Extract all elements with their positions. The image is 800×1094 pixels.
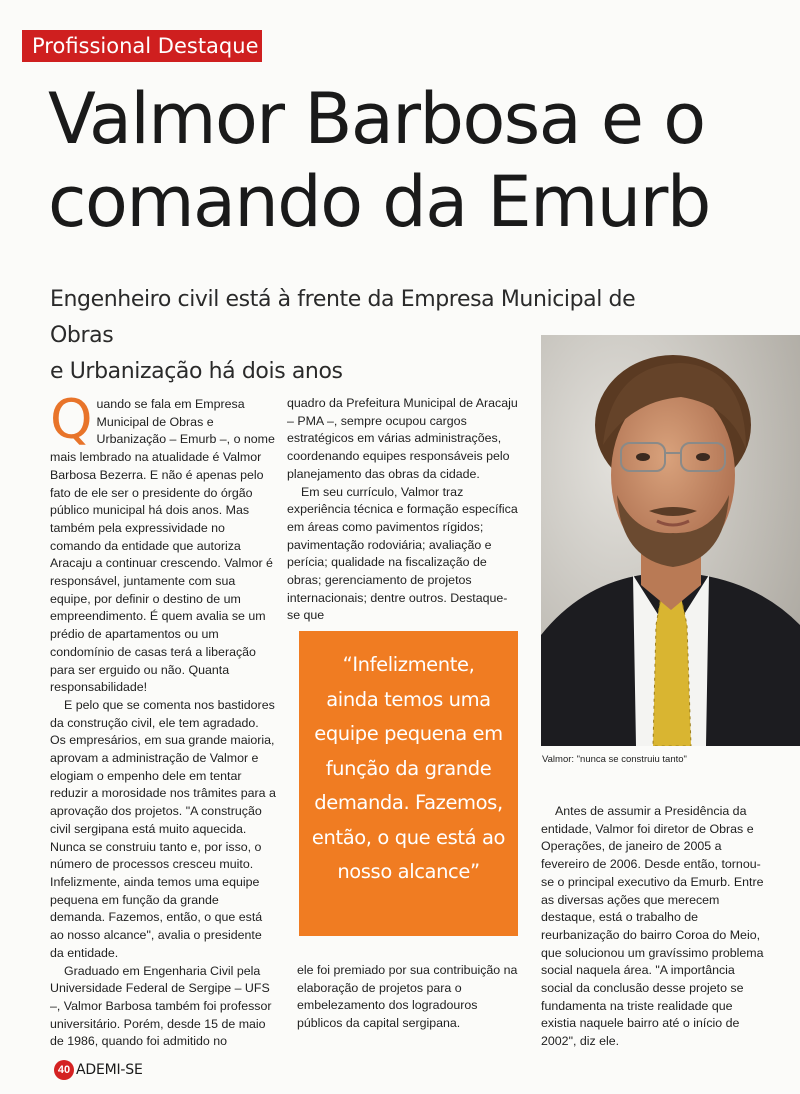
pull-quote-line: ainda temos uma	[326, 687, 491, 711]
paragraph: ele foi premiado por sua contribuição na elaboração de projetos para o embelezamento dos logradouros públicos da capital sergipana.	[297, 963, 518, 1031]
pull-quote	[299, 631, 518, 936]
paragraph: quadro da Prefeitura Municipal de Aracaju – PMA –, sempre ocupou cargos estratégicos em várias administrações, coordenando equipes responsáveis pelo planejamento das obras da cidade.	[287, 396, 518, 481]
pull-quote-line: então, o que está ao	[311, 825, 506, 849]
paragraph: Antes de assumir a Presidência da entidade, Valmor foi diretor de Obras e Operações, de janeiro de 2005 a fevereiro de 2006. Desde então, tornou-se o principal executivo da Emurb. Entre as diversas ações que merecem destaque, está o trabalho de reurbanização do bairro Coroa do Meio, que solucionou um gravíssimo problema social naquela área. "A importância social da conclusão desse projeto se fundamenta na triste realidade que existia naquele bairro até o início de 2002", diz ele.	[541, 804, 764, 1049]
paragraph: Em seu currículo, Valmor traz experiência técnica e formação específica em áreas como pavimentos rígidos; pavimentação rodoviária; avaliação e perícia; qualidade na fiscalização de obras; gerenciamento de projetos internacionais; dentre outros. Destaque-se que	[287, 484, 518, 623]
pull-quote-line: “Infelizmente,	[342, 653, 475, 676]
paragraph: Graduado em Engenharia Civil pela Universidade Federal de Sergipe – UFS –, Valmor Barbosa também foi professor universitário. Porém, desde 15 de maio de 1986, quando foi admitido no	[50, 963, 272, 1049]
pull-quote-line: equipe pequena em	[314, 722, 503, 745]
photo-caption: Valmor: "nunca se construiu tanto"	[542, 754, 687, 765]
drop-cap: Q	[50, 388, 93, 451]
paragraph-text: uando se fala em Empresa Municipal de Obras e Urbanização – Emurb –, o nome mais lembrado na atualidade é Valmor Barbosa Bezerra. E não é apenas pelo fato de ele ser o presidente do órgão público municipal há dois anos. Mas também pela expressividade no comando da entidade que autoriza Aracaju a continuar crescendo. Valmor é responsável, juntamente com sua equipe, por definir o destino de um empreendimento. É quem avalia se um prédio de apartamentos ou um condomínio de casas terá a liberação para ser erguido ou não. Quanta responsabilidade!	[50, 397, 275, 695]
subtitle-line: Engenheiro civil está à frente da Empresa Municipal de Obras	[50, 287, 636, 348]
pull-quote-line: função da grande	[325, 756, 492, 780]
section-label: Profissional Destaque	[22, 30, 262, 62]
text-column-2-continuation	[297, 962, 521, 1033]
text-column-3	[541, 803, 765, 1051]
title-line: Valmor Barbosa e o	[48, 78, 705, 160]
subtitle-line: e Urbanização há dois anos	[50, 359, 343, 384]
text-column-1	[50, 388, 276, 1051]
portrait-illustration	[541, 335, 800, 746]
page-number: 40	[54, 1060, 74, 1080]
title-line: comando da Emurb	[48, 161, 710, 243]
pull-quote-line: nosso alcance”	[337, 860, 480, 883]
paragraph: E pelo que se comenta nos bastidores da construção civil, ele tem agradado. Os empresários, em sua grande maioria, aprovam a administração de Valmor e elogiam o empenho dele em tentar reduzir a morosidade nos trâmites para a aprovação dos projetos. "A construção civil sergipana está muito aquecida. Nunca se construiu tanto e, por isso, o número de processos cresceu muito. Infelizmente, ainda temos uma equipe pequena em função da grande demanda. Fazemos, então, o que está ao nosso alcance", avalia o presidente da entidade.	[50, 697, 276, 960]
article-title	[48, 78, 788, 244]
text-column-2	[287, 395, 519, 625]
portrait-photo	[541, 335, 800, 746]
pull-quote-line: demanda. Fazemos,	[314, 791, 503, 814]
magazine-name: ADEMI-SE	[76, 1062, 143, 1078]
page-footer	[54, 1059, 143, 1081]
paragraph	[50, 388, 276, 697]
